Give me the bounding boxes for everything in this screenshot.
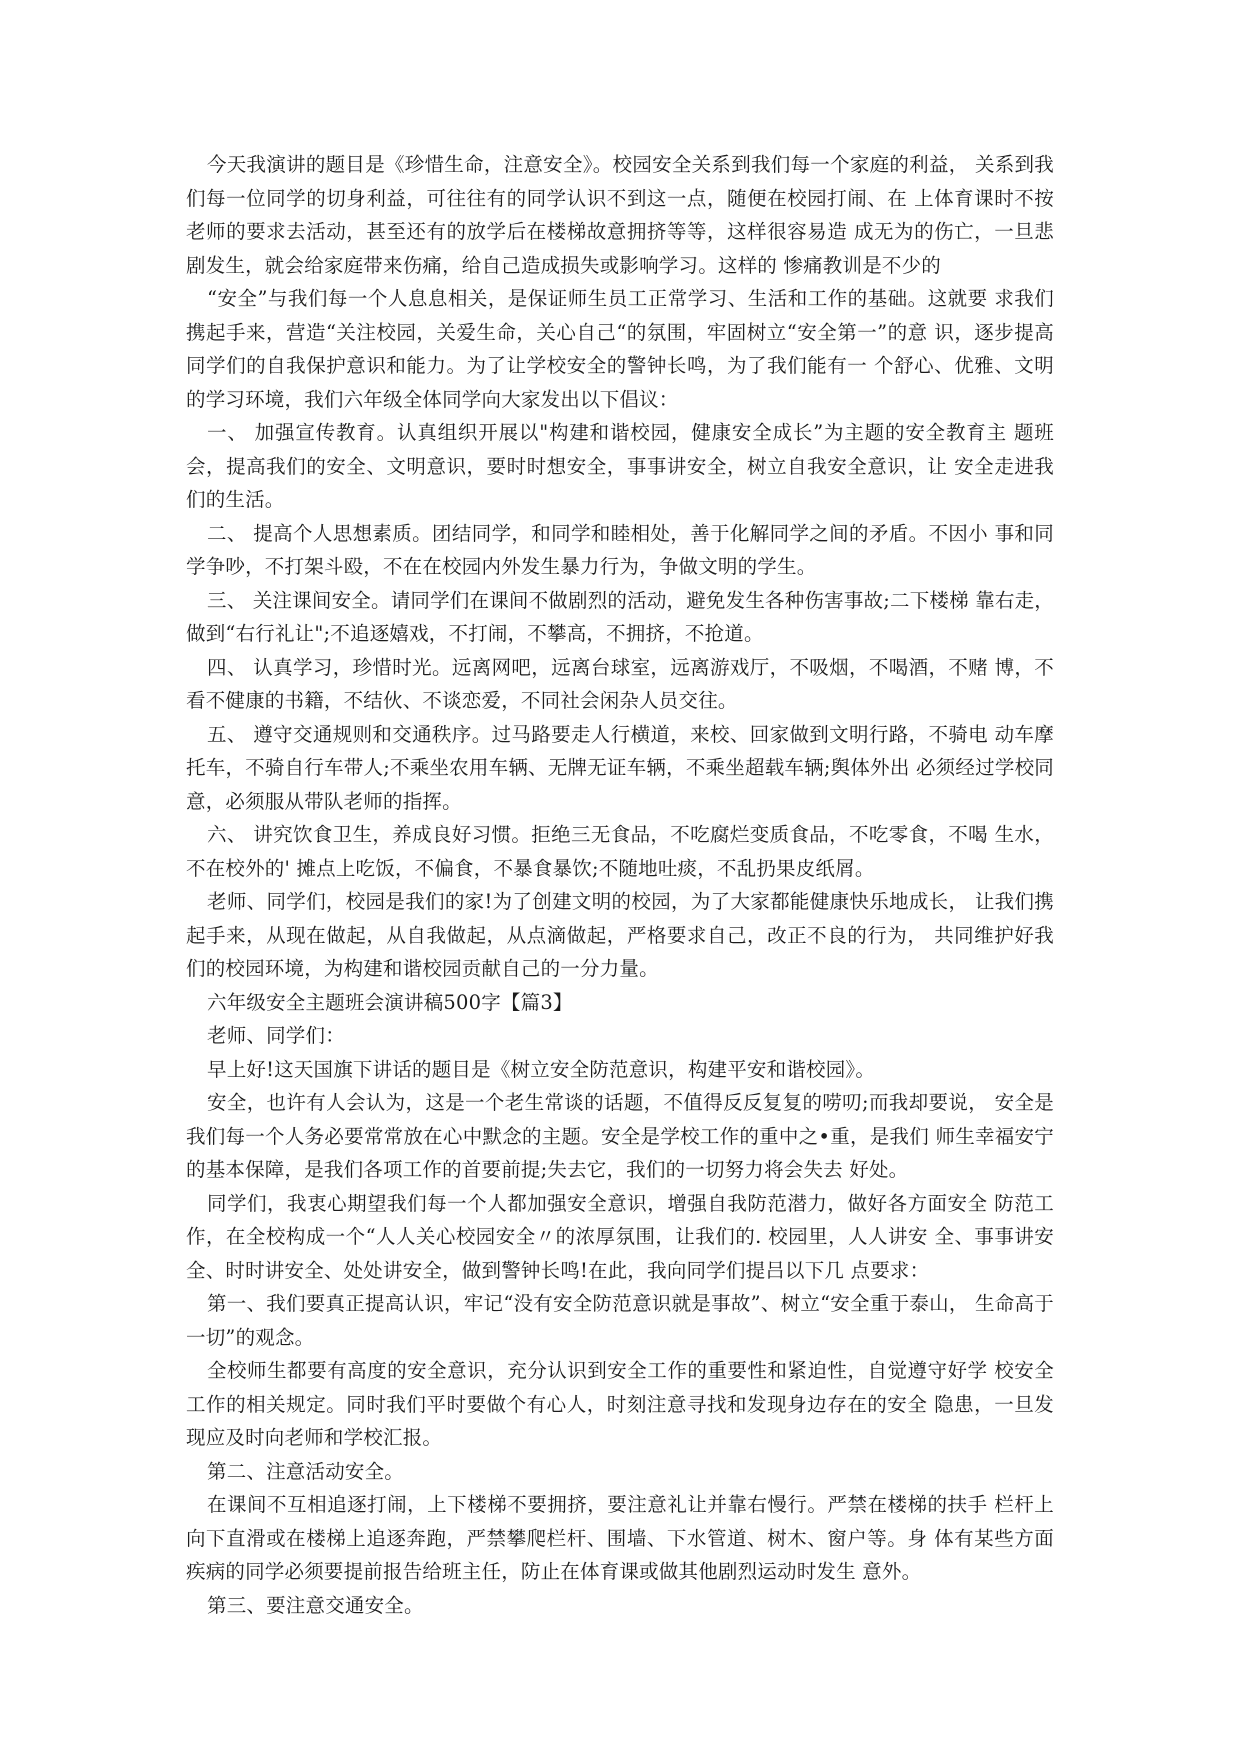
paragraph-greeting: 早上好!这天国旗下讲话的题目是《树立安全防范意识，构建平安和谐校园》。 <box>207 1057 876 1081</box>
requirement-3: 第三、要注意交通安全。 <box>207 1593 424 1617</box>
proposal-item-1: 一、 加强宣传教育。认真组织开展以"构建和谐校园，健康安全成长”为主题的安全教育主 题班会，提高我们的安全、文明意识，要时时想安全，事事讲安全，树立自我安全意识，让 安全走进我们的生活。 <box>186 421 1054 511</box>
proposal-item-2: 二、 提高个人思想素质。团结同学，和同学和睦相处，善于化解同学之间的矛盾。不因小 事和同学争吵，不打架斗殴，不在在校园内外发生暴力行为，争做文明的学生。 <box>186 521 1054 578</box>
requirement-1: 第一、我们要真正提高认识，牢记“没有安全防范意识就是事故”、树立“安全重于泰山， 生命高于一切”的观念。 <box>186 1292 1054 1349</box>
proposal-item-6: 六、 讲究饮食卫生，养成良好习惯。拒绝三无食品，不吃腐烂变质食品，不吃零食，不喝 生水，不在校外的' 摊点上吃饭，不偏食，不暴食暴饮;不随地吐痰，不乱扔果皮纸屑。 <box>186 823 1054 880</box>
paragraph-safety-basis: “安全”与我们每一个人息息相关，是保证师生员工正常学习、生活和工作的基础。这就要 求我们携起手来，营造“关注校园，关爱生命，关心自己“的氛围，牢固树立“安全第一”的意 识，逐步提高同学们的自我保护意识和能力。为了让学校安全的警钟长鸣，为了我们能有一 个舒心、优雅、文明的学习环境，我们六年级全体同学向大家发出以下倡议： <box>186 287 1054 411</box>
section-heading: 六年级安全主题班会演讲稿500字【篇3】 <box>207 990 573 1014</box>
proposal-item-4: 四、 认真学习，珍惜时光。远离网吧，远离台球室，远离游戏厅，不吸烟，不喝酒，不赌 博，不看不健康的书籍，不结伙、不谈恋爱，不同社会闲杂人员交往。 <box>186 655 1054 712</box>
proposal-item-3: 三、 关注课间安全。请同学们在课间不做剧烈的活动，避免发生各种伤害事故;二下楼梯 靠右走，做到“右行礼让";不追逐嬉戏，不打闹，不攀高，不拥挤，不抢道。 <box>186 588 1054 645</box>
proposal-item-5: 五、 遵守交通规则和交通秩序。过马路要走人行横道，来校、回家做到文明行路，不骑电 动车摩托车，不骑自行车带人;不乘坐农用车辆、无牌无证车辆，不乘坐超载车辆;舆体外出 必须经过学校同意，必须服从带队老师的指挥。 <box>186 722 1054 813</box>
requirement-2: 第二、注意活动安全。 <box>207 1459 405 1483</box>
document-page <box>186 148 1054 1622</box>
paragraph-awareness: 同学们，我衷心期望我们每一个人都加强安全意识，增强自我防范潜力，做好各方面安全 防范工作，在全校构成一个“人人关心校园安全〃的浓厚氛围，让我们的. 校园里，人人讲安 全、事事讲安全、时时讲安全、处处讲安全，做到警钟长鸣!在此，我向同学们提吕以下几 点要求： <box>186 1191 1054 1282</box>
paragraph-safety-theme: 安全，也许有人会认为，这是一个老生常谈的话题，不值得反反复复的唠叨;而我却要说， 安全是我们每一个人务必要常常放在心中默念的主题。安全是学校工作的重中之•重，是我们 师生幸福安宁的基本保障，是我们各项工作的首要前提;失去它，我们的一切努力将会失去 好处。 <box>186 1091 1054 1181</box>
paragraph-closing: 老师、同学们，校园是我们的家!为了创建文明的校园，为了大家都能健康快乐地成长， 让我们携起手来，从现在做起，从自我做起，从点滴做起，严格要求自己，改正不良的行为， 共同维护好我们的校园环境，为构建和谐校园贡献自己的一分力量。 <box>186 890 1054 980</box>
paragraph-staff-awareness: 全校师生都要有高度的安全意识，充分认识到安全工作的重要性和紧迫性，自觉遵守好学 校安全工作的相关规定。同时我们平时要做个有心人，时刻注意寻找和发现身边存在的安全 隐患，一旦发现应及时向老师和学校汇报。 <box>186 1359 1054 1449</box>
paragraph-intro: 今天我演讲的题目是《珍惜生命，注意安全》。校园安全关系到我们每一个家庭的利益， 关系到我们每一位同学的切身利益，可往往有的同学认识不到这一点，随便在校园打闹、在 上体育课时不按老师的要求去活动，甚至还有的放学后在楼梯故意拥挤等等，这样很容易造 成无为的伤亡，一旦悲剧发生，就会给家庭带来伤痛，给自己造成损失或影响学习。这样的 惨痛教训是不少的 <box>186 153 1054 277</box>
salutation: 老师、同学们： <box>207 1024 345 1047</box>
paragraph-activity-safety: 在课间不互相追逐打闹，上下楼梯不要拥挤，要注意礼让并靠右慢行。严禁在楼梯的扶手 栏杆上向下直滑或在楼梯上追逐奔跑，严禁攀爬栏杆、围墙、下水管道、树木、窗户等。身 体有某些方面疾病的同学必须要提前报告给班主任，防止在体育课或做其他剧烈运动时发生 意外。 <box>186 1493 1054 1583</box>
